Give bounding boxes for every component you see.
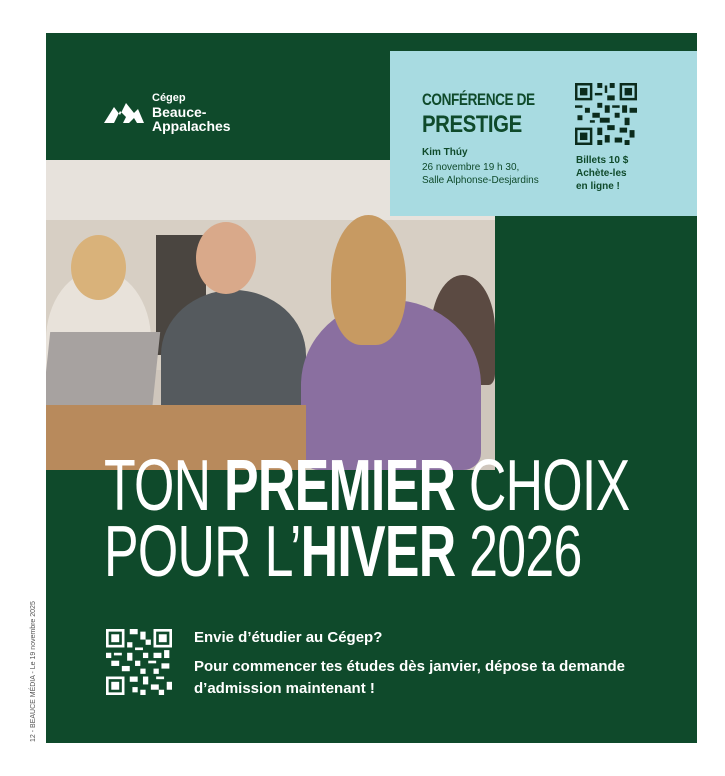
- side-credit: 12 - BEAUCE MÉDIA - Le 19 novembre 2025: [30, 601, 37, 742]
- cta-question: Envie d’étudier au Cégep?: [194, 629, 383, 646]
- conference-location: Salle Alphonse-Desjardins: [422, 175, 539, 186]
- cta-detail: Pour commencer tes études dès janvier, dépose ta demande d’admission maintenant !: [194, 658, 625, 697]
- ticket-price-line-1: Billets 10 $: [576, 155, 629, 166]
- headline-word-bold: PREMIER: [224, 446, 456, 526]
- call-to-action: [194, 629, 634, 700]
- headline-word: POUR L’: [104, 512, 301, 592]
- mountain-logo-icon: [104, 97, 144, 123]
- headline-word: 2026: [455, 512, 582, 592]
- advertisement: [46, 33, 697, 743]
- ticket-price-line-3: en ligne !: [576, 181, 620, 192]
- logo-line-1: Cégep: [152, 92, 186, 104]
- ticket-price-line-2: Achète-les: [576, 168, 627, 179]
- admission-qr-code-icon[interactable]: [106, 629, 172, 695]
- headline-word-bold: HIVER: [300, 512, 456, 592]
- conference-title-line-2: PRESTIGE: [422, 111, 522, 138]
- headline: [104, 446, 697, 592]
- conference-box[interactable]: [390, 51, 697, 216]
- conference-title-line-1: CONFÉRENCE DE: [422, 90, 535, 109]
- logo-line-3: Appalaches: [152, 118, 231, 134]
- headline-word: TON: [104, 446, 225, 526]
- conference-details: [422, 161, 572, 187]
- headline-line-2: [104, 512, 629, 592]
- laptop-image: [46, 332, 160, 412]
- ticket-price: [576, 154, 656, 193]
- headline-line-1: [104, 446, 630, 526]
- logo-line-2: Beauce-: [152, 104, 207, 120]
- conference-title: [422, 87, 563, 137]
- qr-code-icon[interactable]: [575, 83, 637, 145]
- conference-date: 26 novembre 19 h 30,: [422, 162, 520, 173]
- cegep-logo[interactable]: [104, 91, 231, 133]
- headline-word: CHOIX: [455, 446, 630, 526]
- conference-speaker: Kim Thúy: [422, 147, 468, 158]
